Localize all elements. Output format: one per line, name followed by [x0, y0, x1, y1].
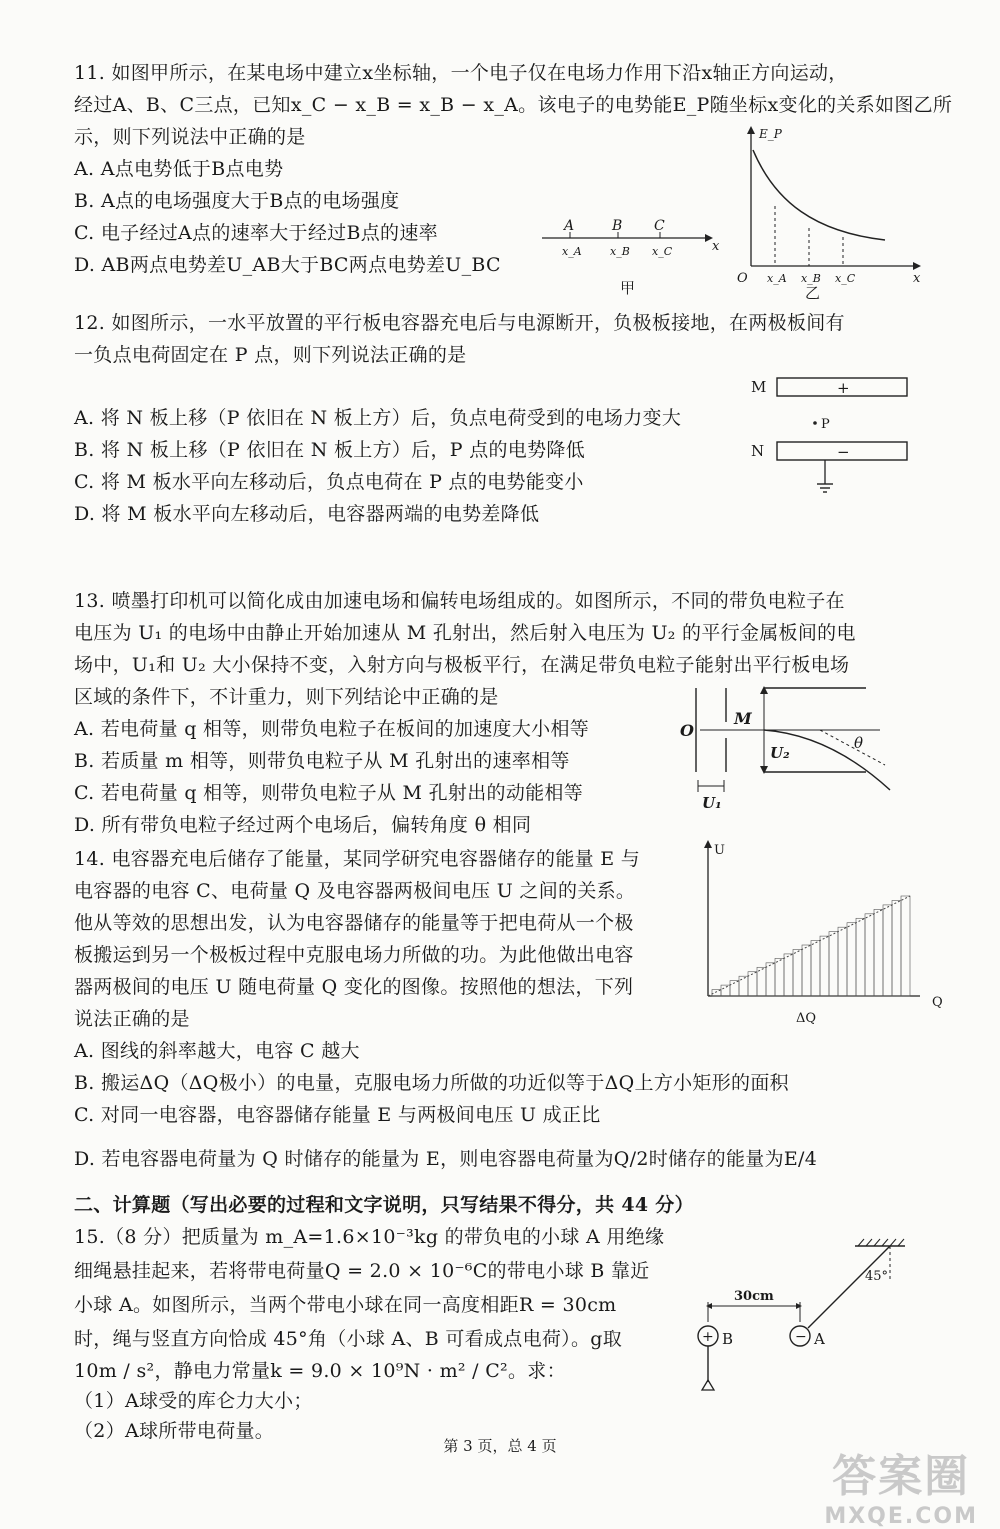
yi-xc-label: x_C	[835, 272, 856, 285]
charge-rect	[775, 958, 784, 996]
label-o: O	[680, 721, 694, 740]
q14-line-3: 他从等效的思想出发，认为电容器储存的能量等于把电荷从一个极	[74, 912, 634, 934]
q15-sub-1: （1）A球受的库仑力大小；	[74, 1390, 313, 1412]
ball-a-label: A	[814, 1330, 825, 1348]
q13-option-d: D. 所有带负电粒子经过两个电场后，偏转角度 θ 相同	[74, 814, 532, 836]
dist-arrow-left-icon	[706, 1303, 712, 1309]
yi-xa-label: x_A	[767, 272, 787, 285]
charge-rect	[766, 963, 775, 996]
dist-arrow-right-icon	[796, 1303, 802, 1309]
label-u1: U₁	[702, 794, 722, 812]
q12-option-c: C. 将 M 板水平向左移动后，负点电荷在 P 点的电势能变小	[74, 471, 584, 493]
inkjet-diagram	[680, 680, 910, 820]
q14-line-1: 14. 电容器充电后储存了能量，某同学研究电容器储存的能量 E 与	[74, 848, 641, 870]
angle-label: 45°	[865, 1269, 889, 1284]
q13-inkjet-figure	[680, 680, 910, 820]
q15-pendulum-figure	[690, 1232, 920, 1392]
q12-line-1: 12. 如图所示，一水平放置的平行板电容器充电后与电源断开，负极板接地，在两极板间有	[74, 312, 845, 334]
q15-line-5: 10m / s²，静电力常量k = 9.0 × 10⁹N · m² / C²。求：	[74, 1360, 566, 1382]
xc-label: x_C	[652, 245, 673, 258]
figure-caption-yi: 乙	[805, 284, 821, 302]
charge-rect	[748, 972, 757, 996]
yi-y-arrow-icon	[747, 126, 755, 134]
ground-icon	[817, 484, 833, 492]
charge-rect	[883, 905, 892, 996]
charge-rect	[721, 985, 730, 996]
plate-m-label: M	[751, 378, 767, 396]
yi-x-label: x	[913, 271, 921, 286]
q13-line-4: 区域的条件下，不计重力，则下列结论中正确的是	[74, 686, 499, 708]
q13-line-2: 电压为 U₁ 的电场中由静止开始加速从 M 孔射出，然后射入电压为 U₂ 的平行金属板间的电	[74, 622, 856, 644]
q15-line-4: 时，绳与竖直方向恰成 45°角（小球 A、B 可看成点电荷）。g取	[74, 1328, 623, 1350]
page-number: 第 3 页，总 4 页	[443, 1437, 557, 1455]
charge-rect	[820, 936, 829, 996]
q13-option-b: B. 若质量 m 相等，则带负电粒子从 M 孔射出的速率相等	[74, 750, 570, 772]
uq-line	[708, 896, 910, 996]
ball-a-sign: −	[795, 1329, 807, 1345]
charge-rect	[784, 954, 793, 996]
q12-option-d: D. 将 M 板水平向左移动后，电容器两端的电势差降低	[74, 503, 540, 525]
watermark-top: 答案圈	[832, 1451, 971, 1502]
q15-line-1: 15.（8 分）把质量为 m_A=1.6×10⁻³kg 的带负电的小球 A 用绝缘	[74, 1226, 665, 1248]
yi-x-arrow-icon	[913, 262, 921, 270]
q11-figure-jia	[540, 210, 720, 300]
q14-option-b: B. 搬运ΔQ（ΔQ极小）的电量，克服电场力所做的功近似等于ΔQ上方小矩形的面积	[74, 1072, 789, 1094]
label-theta: θ	[854, 734, 864, 752]
point-p-dot	[813, 421, 817, 425]
q11-figure-yi	[735, 122, 925, 302]
q14-line-4: 板搬运到另一个极板过程中克服电场力所做的功。为此他做出电容	[74, 944, 634, 966]
plate-n-sign: −	[837, 443, 850, 461]
charge-rect	[892, 900, 901, 996]
x-axis-diagram	[540, 210, 720, 300]
plate-n-label: N	[751, 442, 765, 460]
q11-line-1: 11. 如图甲所示，在某电场中建立x坐标轴，一个电子仅在电场力作用下沿x轴正方向运动，	[74, 62, 848, 84]
pendulum-diagram	[690, 1232, 920, 1392]
distance-label: 30cm	[734, 1289, 774, 1304]
charge-rect	[802, 945, 811, 996]
xa-label: x_A	[562, 245, 582, 258]
charge-rect	[757, 967, 766, 996]
point-c-label: C	[654, 218, 665, 234]
q13-option-a: A. 若电荷量 q 相等，则带负电粒子在板间的加速度大小相等	[74, 718, 590, 740]
charge-rect	[829, 932, 838, 996]
ceiling-hatch	[858, 1239, 904, 1246]
ep-label: E_P	[759, 127, 782, 141]
watermark-bottom: MXQE.COM	[824, 1504, 978, 1529]
charge-rect	[838, 927, 847, 996]
charge-rect	[856, 918, 865, 996]
charge-rect	[811, 941, 820, 996]
q11-line-3: 示，则下列说法中正确的是	[74, 126, 306, 148]
q14-option-a: A. 图线的斜率越大，电容 C 越大	[74, 1040, 360, 1062]
yi-xb-label: x_B	[801, 272, 821, 285]
charge-rect	[865, 914, 874, 996]
point-a-label: A	[564, 218, 575, 234]
q12-option-b: B. 将 N 板上移（P 依旧在 N 板上方）后，P 点的电势降低	[74, 439, 585, 461]
q15-line-3: 小球 A。如图所示，当两个带电小球在同一高度相距R = 30cm	[74, 1294, 617, 1316]
ep-x-graph	[735, 122, 925, 302]
q11-line-2: 经过A、B、C三点，已知x_C − x_B = x_B − x_A。该电子的电势能E_P随坐标x变化的关系如图乙所	[74, 94, 953, 116]
x-axis-label: x	[712, 239, 720, 254]
xb-label: x_B	[610, 245, 630, 258]
q14-line-5: 器两极间的电压 U 随电荷量 Q 变化的图像。按照他的想法，下列	[74, 976, 634, 998]
point-p-label: P	[821, 417, 830, 432]
watermark	[824, 1440, 978, 1529]
q14-option-c: C. 对同一电容器，电容器储存能量 E 与两极间电压 U 成正比	[74, 1104, 601, 1126]
q13-line-1: 13. 喷墨打印机可以简化成由加速电场和偏转电场组成的。如图所示，不同的带负电粒子在	[74, 590, 845, 612]
figure-caption-jia: 甲	[620, 279, 636, 297]
q15-sub-2: （2）A球所带电荷量。	[74, 1420, 275, 1442]
q13-option-c: C. 若电荷量 q 相等，则带负电粒子从 M 孔射出的动能相等	[74, 782, 584, 804]
section-heading: 二、计算题（写出必要的过程和文字说明，只写结果不得分，共 44 分）	[74, 1194, 694, 1216]
q15-line-2: 细绳悬挂起来，若将带电荷量Q = 2.0 × 10⁻⁶C的带电小球 B 靠近	[74, 1260, 650, 1282]
capacitor-diagram	[745, 372, 915, 502]
plate-m-sign: +	[837, 379, 850, 397]
q12-capacitor-figure	[745, 372, 915, 502]
charge-rect	[739, 976, 748, 996]
q12-option-a: A. 将 N 板上移（P 依旧在 N 板上方）后，负点电荷受到的电场力变大	[74, 407, 682, 429]
q11-option-a: A. A点电势低于B点电势	[74, 158, 284, 180]
ball-b-label: B	[722, 1330, 734, 1348]
ball-b-sign: +	[702, 1329, 714, 1345]
charge-rect	[901, 896, 910, 996]
charge-rect	[793, 949, 802, 996]
label-m: M	[734, 709, 752, 728]
charge-rect	[847, 923, 856, 996]
q12-line-2: 一负点电荷固定在 P 点，则下列说法正确的是	[74, 344, 467, 366]
point-b-label: B	[612, 218, 623, 234]
charge-rect	[874, 909, 883, 996]
q11-option-b: B. A点的电场强度大于B点的电场强度	[74, 190, 400, 212]
u2-arrow-down-icon	[760, 766, 768, 774]
uq-graph	[690, 836, 950, 1036]
q13-line-3: 场中，U₁和 U₂ 大小保持不变，入射方向与极板平行，在满足带负电粒子能射出平行板电场	[74, 654, 850, 676]
string	[808, 1246, 890, 1328]
label-u2: U₂	[770, 744, 790, 762]
q14-option-d: D. 若电容器电荷量为 Q 时储存的能量为 E，则电容器电荷量为Q/2时储存的能量为E/4	[74, 1148, 818, 1170]
q14-uq-figure	[690, 836, 950, 1036]
u-arrow-icon	[704, 840, 712, 848]
q14-line-6: 说法正确的是	[74, 1008, 190, 1030]
ep-curve	[753, 150, 885, 240]
q14-line-2: 电容器的电容 C、电荷量 Q 及电容器两极间电压 U 之间的关系。	[74, 880, 636, 902]
q11-option-c: C. 电子经过A点的速率大于经过B点的速率	[74, 222, 438, 244]
u-axis-label: U	[714, 843, 725, 858]
origin-label: O	[737, 271, 748, 286]
q-axis-label: Q	[932, 995, 943, 1010]
q11-option-d: D. AB两点电势差U_AB大于BC两点电势差U_BC	[74, 254, 501, 276]
u2-arrow-up-icon	[760, 686, 768, 694]
delta-q-label: ΔQ	[796, 1011, 817, 1026]
